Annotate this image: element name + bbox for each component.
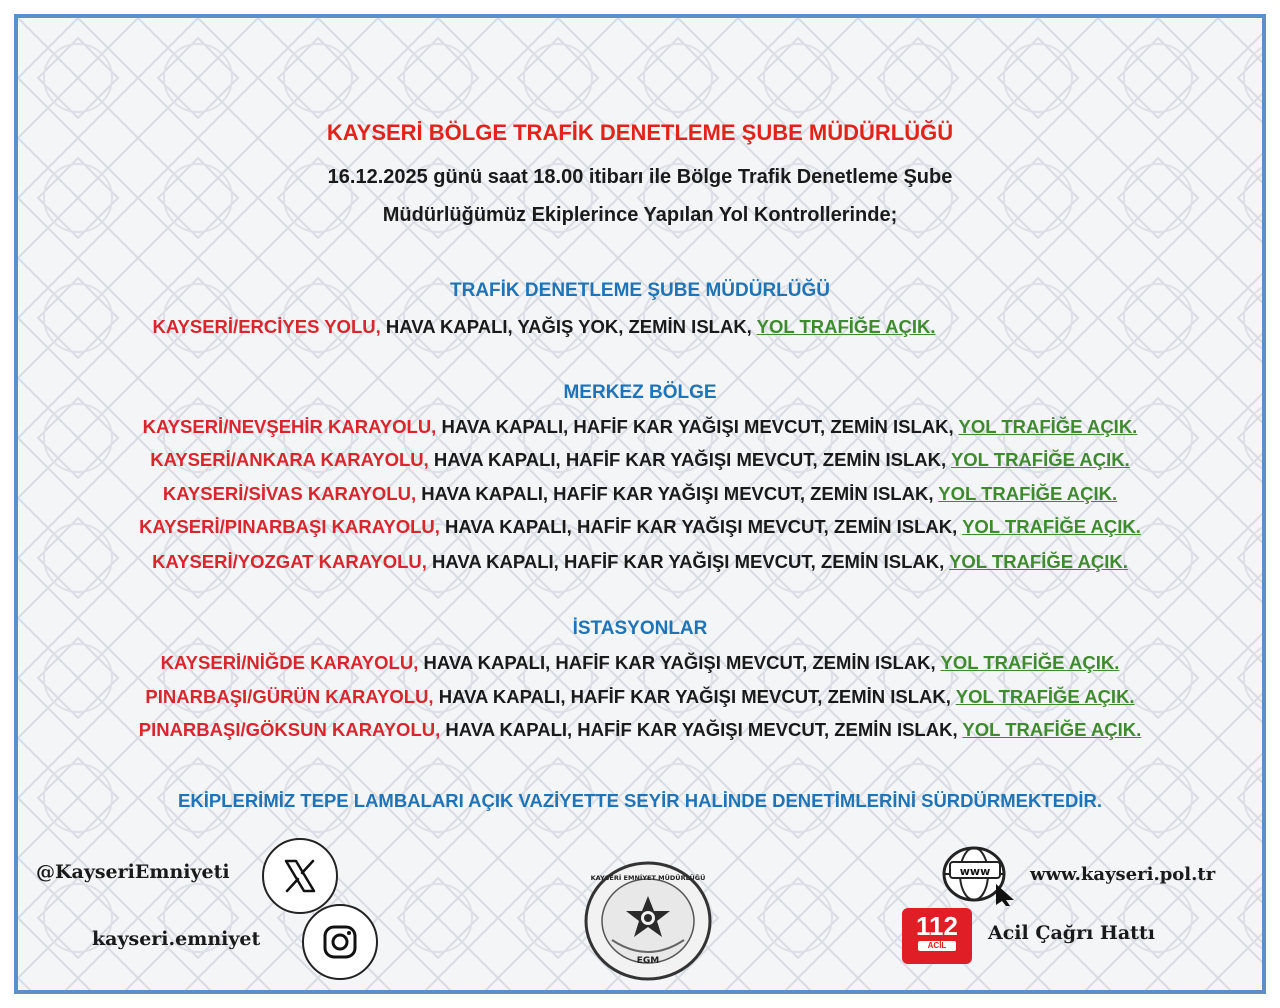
section-heading-center: MERKEZ BÖLGE [563,382,717,403]
road-conditions: HAVA KAPALI, HAFİF KAR YAĞIŞI MEVCUT, ZEMİN ISLAK, [440,719,963,740]
www-badge-text: www [959,865,991,878]
road-location: KAYSERİ/SİVAS KARAYOLU, [162,483,417,504]
road-status: YOL TRAFİĞE AÇIK. [962,719,1142,740]
instagram-icon[interactable] [302,904,378,980]
globe-icon[interactable] [940,844,1020,906]
road-report-row [18,686,1262,708]
road-location: PINARBAŞI/GÜRÜN KARAYOLU, [145,686,434,707]
bulletin-content [18,18,1262,990]
road-status: YOL TRAFİĞE AÇIK. [958,416,1138,437]
road-report-row [18,652,1262,674]
website-link[interactable]: www.kayseri.pol.tr [1030,864,1216,885]
road-location: KAYSERİ/YOZGAT KARAYOLU, [152,551,427,572]
road-report-row [18,719,1262,741]
road-conditions: HAVA KAPALI, HAFİF KAR YAĞIŞI MEVCUT, ZEMİN ISLAK, [433,686,956,707]
road-report-row [18,516,1262,538]
emblem-bottom-text: EGM [636,956,660,966]
road-conditions: HAVA KAPALI, HAFİF KAR YAĞIŞI MEVCUT, ZEMİN ISLAK, [416,483,939,504]
road-status: YOL TRAFİĞE AÇIK. [955,686,1135,707]
road-conditions: HAVA KAPALI, HAFİF KAR YAĞIŞI MEVCUT, ZEMİN ISLAK, [439,516,963,537]
intro-line-2: Müdürlüğümüz Ekiplerince Yapılan Yol Kontrollerinde; [382,204,898,226]
x-logo-glyph [280,856,320,896]
emergency-112-icon [902,908,972,964]
bulletin-title: KAYSERİ BÖLGE TRAFİK DENETLEME ŞUBE MÜDÜRLÜĞÜ [326,120,954,145]
road-location: KAYSERİ/NİĞDE KARAYOLU, [160,652,419,673]
road-report-row [18,483,1262,505]
emergency-sub: ACİL [918,941,956,951]
road-status: YOL TRAFİĞE AÇIK. [756,316,936,337]
cursor-icon [996,884,1014,906]
road-conditions: HAVA KAPALI, HAFİF KAR YAĞIŞI MEVCUT, ZEMİN ISLAK, [418,652,941,673]
emergency-number: 112 [916,911,958,941]
road-status: YOL TRAFİĞE AÇIK. [962,516,1141,537]
road-conditions: HAVA KAPALI, YAĞIŞ YOK, ZEMİN ISLAK, [380,316,757,337]
police-emblem [582,860,714,982]
road-location: KAYSERİ/NEVŞEHİR KARAYOLU, [142,416,437,437]
section-heading-stations: İSTASYONLAR [572,618,708,639]
x-handle[interactable]: @KayseriEmniyeti [36,861,230,883]
road-status: YOL TRAFİĞE AÇIK. [950,449,1130,470]
road-report-row [18,449,1262,471]
road-conditions: HAVA KAPALI, HAFİF KAR YAĞIŞI MEVCUT, ZEMİN ISLAK, [436,416,959,437]
road-conditions: HAVA KAPALI, HAFİF KAR YAĞIŞI MEVCUT, ZEMİN ISLAK, [428,449,951,470]
emergency-label: Acil Çağrı Hattı [988,922,1155,944]
road-status: YOL TRAFİĞE AÇIK. [949,551,1128,572]
closing-statement: EKİPLERİMİZ TEPE LAMBALARI AÇIK VAZİYETTE SEYİR HALİNDE DENETİMLERİNİ SÜRDÜRMEKTEDİR. [178,790,1102,811]
emblem-top-text: KAYSERİ EMNİYET MÜDÜRLÜĞÜ [590,874,706,882]
road-conditions: HAVA KAPALI, HAFİF KAR YAĞIŞI MEVCUT, ZEMİN ISLAK, [426,551,950,572]
road-report-row [18,416,1262,438]
instagram-glyph [320,922,360,962]
intro-line-1: 16.12.2025 günü saat 18.00 itibarı ile Bölge Trafik Denetleme Şube [327,166,953,188]
road-location: KAYSERİ/ERCİYES YOLU, [152,316,381,337]
road-status: YOL TRAFİĞE AÇIK. [938,483,1118,504]
road-status: YOL TRAFİĞE AÇIK. [940,652,1120,673]
instagram-handle[interactable]: kayseri.emniyet [92,928,261,950]
road-location: KAYSERİ/PINARBAŞI KARAYOLU, [139,516,440,537]
road-location: PINARBAŞI/GÖKSUN KARAYOLU, [138,719,441,740]
road-report-row [14,316,1166,338]
road-location: KAYSERİ/ANKARA KARAYOLU, [150,449,429,470]
bulletin-frame [14,14,1266,994]
x-logo-icon[interactable] [262,838,338,914]
road-report-row [18,551,1262,573]
section-heading-traffic: TRAFİK DENETLEME ŞUBE MÜDÜRLÜĞÜ [450,280,830,301]
